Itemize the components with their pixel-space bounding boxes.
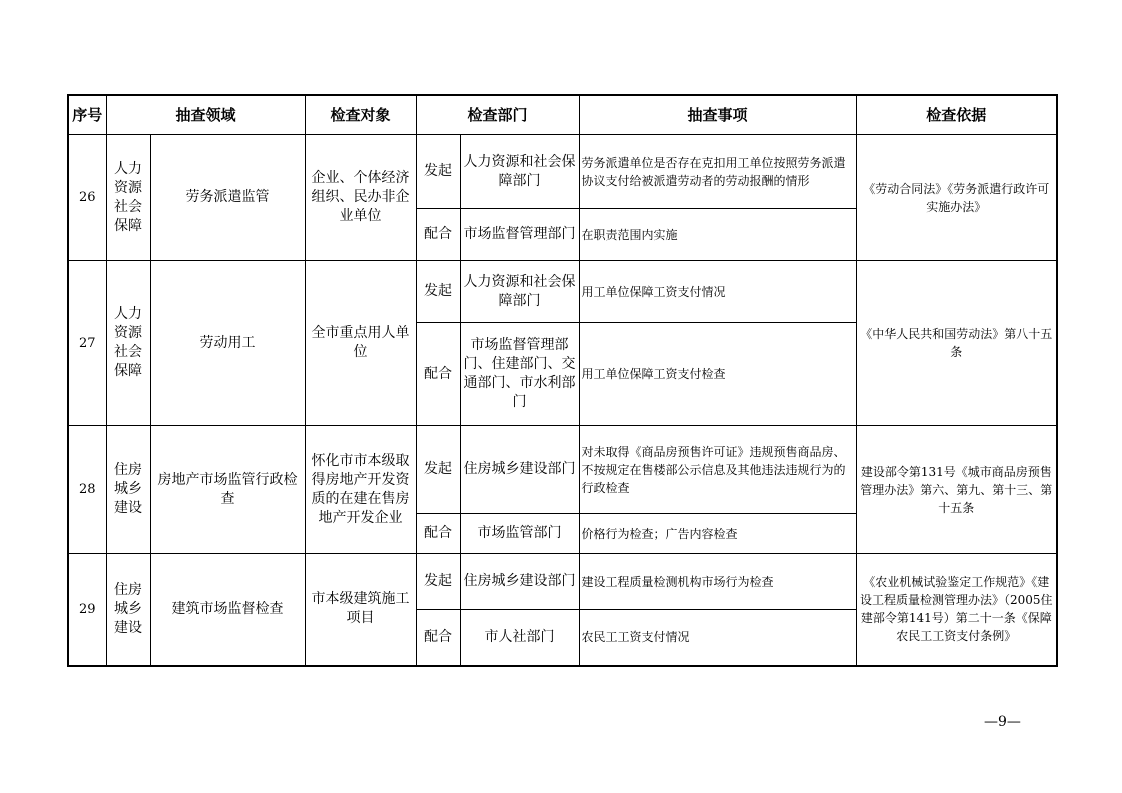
- row-field: 房地产市场监管行政检查: [150, 426, 305, 554]
- row-initiate-role: 发起: [416, 554, 460, 610]
- row-coop-items: 价格行为检查；广告内容检查: [579, 514, 856, 554]
- row-basis: 《中华人民共和国劳动法》第八十五条: [856, 261, 1057, 426]
- row-seq: 28: [68, 426, 106, 554]
- row-coop-items: 用工单位保障工资支付检查: [579, 323, 856, 426]
- row-object: 怀化市市本级取得房地产开发资质的在建在售房地产开发企业: [305, 426, 416, 554]
- table-row: [68, 554, 1057, 610]
- row-coop-dept: 市场监管部门: [460, 514, 579, 554]
- row-initiate-dept: 住房城乡建设部门: [460, 554, 579, 610]
- row-coop-role: 配合: [416, 209, 460, 261]
- row-basis: 《农业机械试验鉴定工作规范》《建设工程质量检测管理办法》（2005住建部令第141号）第二十一条《保障农民工工资支付条例》: [856, 554, 1057, 666]
- row-field: 建筑市场监督检查: [150, 554, 305, 666]
- row-field: 劳务派遣监管: [150, 135, 305, 261]
- row-object: 全市重点用人单位: [305, 261, 416, 426]
- row-object: 市本级建筑施工项目: [305, 554, 416, 666]
- row-initiate-role: 发起: [416, 135, 460, 209]
- table-row: [68, 426, 1057, 514]
- row-coop-dept: 市场监督管理部门: [460, 209, 579, 261]
- row-initiate-role: 发起: [416, 261, 460, 323]
- table-row: [68, 261, 1057, 323]
- row-initiate-items: 劳务派遣单位是否存在克扣用工单位按照劳务派遣协议支付给被派遣劳动者的劳动报酬的情形: [579, 135, 856, 209]
- row-initiate-items: 建设工程质量检测机构市场行为检查: [579, 554, 856, 610]
- table-header-row: [68, 95, 1057, 135]
- row-seq: 26: [68, 135, 106, 261]
- row-area: 人力资源社会保障: [106, 261, 150, 426]
- table-row: [68, 135, 1057, 209]
- row-initiate-items: 对未取得《商品房预售许可证》违规预售商品房、不按规定在售楼部公示信息及其他违法违规行为的行政检查: [579, 426, 856, 514]
- row-initiate-dept: 人力资源和社会保障部门: [460, 261, 579, 323]
- header-field: 抽查领域: [106, 95, 305, 135]
- row-coop-role: 配合: [416, 514, 460, 554]
- header-items: 抽查事项: [579, 95, 856, 135]
- row-area: 人力资源社会保障: [106, 135, 150, 261]
- header-dept: 检查部门: [416, 95, 579, 135]
- row-basis: 《劳动合同法》《劳务派遣行政许可实施办法》: [856, 135, 1057, 261]
- row-initiate-role: 发起: [416, 426, 460, 514]
- header-object: 检查对象: [305, 95, 416, 135]
- row-area: 住房城乡建设: [106, 426, 150, 554]
- row-field: 劳动用工: [150, 261, 305, 426]
- row-area: 住房城乡建设: [106, 554, 150, 666]
- row-coop-dept: 市场监督管理部门、住建部门、交通部门、市水利部门: [460, 323, 579, 426]
- row-coop-dept: 市人社部门: [460, 610, 579, 666]
- header-seq: 序号: [68, 95, 106, 135]
- header-basis: 检查依据: [856, 95, 1057, 135]
- row-seq: 27: [68, 261, 106, 426]
- row-coop-role: 配合: [416, 323, 460, 426]
- inspection-table-sheet: [67, 94, 1056, 667]
- row-initiate-items: 用工单位保障工资支付情况: [579, 261, 856, 323]
- row-object: 企业、个体经济组织、民办非企业单位: [305, 135, 416, 261]
- row-coop-items: 农民工工资支付情况: [579, 610, 856, 666]
- row-coop-items: 在职责范围内实施: [579, 209, 856, 261]
- row-initiate-dept: 住房城乡建设部门: [460, 426, 579, 514]
- row-coop-role: 配合: [416, 610, 460, 666]
- row-basis: 建设部令第131号《城市商品房预售管理办法》第六、第九、第十三、第十五条: [856, 426, 1057, 554]
- row-initiate-dept: 人力资源和社会保障部门: [460, 135, 579, 209]
- inspection-table: [67, 94, 1058, 667]
- row-seq: 29: [68, 554, 106, 666]
- page-number: —9—: [984, 714, 1021, 730]
